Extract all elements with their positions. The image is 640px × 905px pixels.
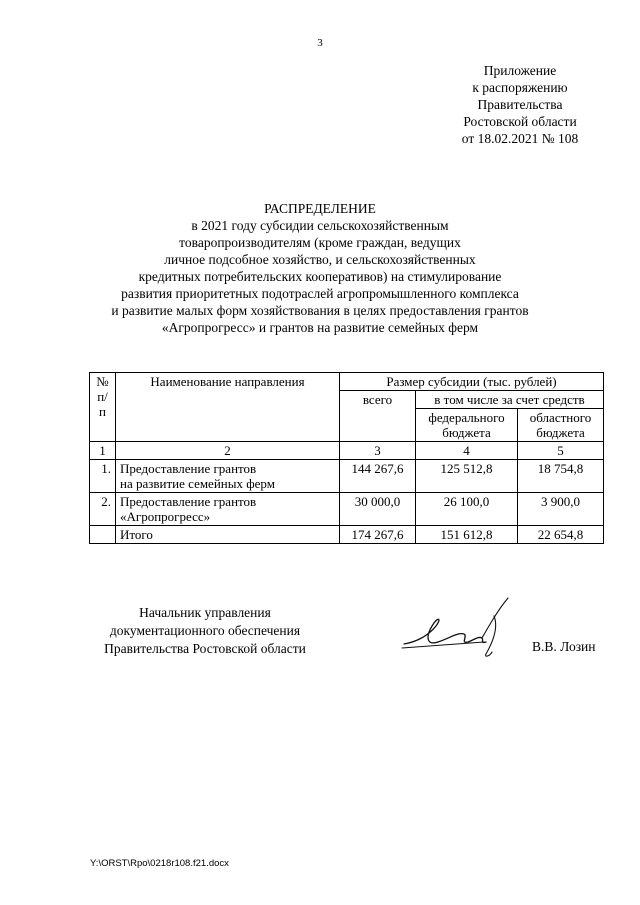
header-total: всего	[340, 391, 416, 442]
title-heading: РАСПРЕДЕЛЕНИЕ	[264, 201, 376, 216]
totals-num	[90, 526, 116, 544]
col-number: 5	[518, 442, 604, 460]
handwritten-signature	[398, 596, 518, 668]
signatory-position	[60, 604, 350, 658]
appendix-line: к распоряжению	[472, 80, 568, 95]
header-regional: областного бюджета	[518, 409, 604, 442]
table-header-row	[90, 373, 604, 391]
title-line: и развитие малых форм хозяйствования в целях предоставления грантов	[111, 303, 529, 318]
row-name: Предоставление грантов на развитие семейных ферм	[116, 460, 340, 493]
header-num: № п/п	[90, 373, 116, 442]
title-line: «Агропрогресс» и грантов на развитие семейных ферм	[161, 320, 479, 335]
position-line: документационного обеспечения	[109, 623, 301, 638]
appendix-line: от 18.02.2021 № 108	[461, 131, 579, 146]
appendix-block	[440, 62, 600, 147]
title-line: кредитных потребительских кооперативов) на стимулирование	[138, 269, 502, 284]
table-row	[90, 493, 604, 526]
title-line: развития приоритетных подотраслей агропромышленного комплекса	[121, 286, 519, 301]
signatory-name: В.В. Лозин	[532, 639, 596, 654]
appendix-line: Приложение	[483, 63, 557, 78]
row-num: 1.	[90, 460, 116, 493]
document-title	[40, 200, 600, 336]
page-number: 3	[317, 37, 323, 49]
row-total: 144 267,6	[340, 460, 416, 493]
appendix-line: Ростовской области	[463, 114, 577, 129]
row-num: 2.	[90, 493, 116, 526]
row-federal: 26 100,0	[416, 493, 518, 526]
totals-row	[90, 526, 604, 544]
file-path: Y:\ORST\Rpo\0218r108.f21.docx	[90, 858, 229, 869]
totals-name: Итого	[116, 526, 340, 544]
totals-federal: 151 612,8	[416, 526, 518, 544]
header-name: Наименование направления	[116, 373, 340, 442]
row-regional: 3 900,0	[518, 493, 604, 526]
appendix-line: Правительства	[477, 97, 563, 112]
row-name: Предоставление грантов «Агропрогресс»	[116, 493, 340, 526]
row-total: 30 000,0	[340, 493, 416, 526]
table-row	[90, 460, 604, 493]
header-including: в том числе за счет средств	[416, 391, 604, 409]
col-number: 4	[416, 442, 518, 460]
title-line: личное подсобное хозяйство, и сельскохозяйственных	[164, 252, 476, 267]
totals-regional: 22 654,8	[518, 526, 604, 544]
position-line: Начальник управления	[139, 605, 271, 620]
row-regional: 18 754,8	[518, 460, 604, 493]
col-number: 1	[90, 442, 116, 460]
header-federal: федерального бюджета	[416, 409, 518, 442]
column-number-row	[90, 442, 604, 460]
row-federal: 125 512,8	[416, 460, 518, 493]
distribution-table	[89, 372, 604, 544]
col-number: 2	[116, 442, 340, 460]
title-line: товаропроизводителям (кроме граждан, ведущих	[179, 235, 461, 250]
col-number: 3	[340, 442, 416, 460]
totals-total: 174 267,6	[340, 526, 416, 544]
header-subsidy-size: Размер субсидии (тыс. рублей)	[340, 373, 604, 391]
title-line: в 2021 году субсидии сельскохозяйственным	[191, 218, 449, 233]
position-line: Правительства Ростовской области	[104, 641, 306, 656]
